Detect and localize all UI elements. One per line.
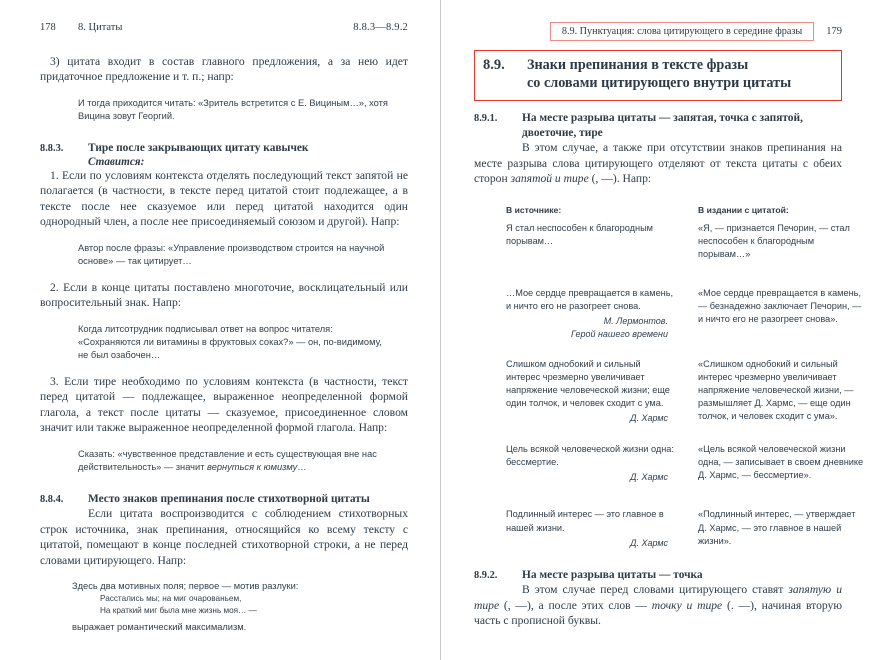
right-running-title-highlight-box: 8.9. Пунктуация: слова цитирующего в середине фразы: [550, 22, 814, 41]
spacer: [40, 311, 408, 323]
heading-8-8-4-number: 8.8.4.: [40, 493, 64, 505]
heading-8-9-1: [474, 111, 842, 141]
heading-8-8-4: [40, 492, 408, 507]
spacer: [40, 230, 408, 242]
example-8-8-4-lead: Здесь два мотивных поля; первое — мотив разлуки:: [72, 581, 299, 592]
left-running-section: 8. Цитаты: [78, 22, 123, 33]
heading-8-9-1-title-line-2: двоеточие, тире: [522, 126, 603, 139]
example-8-8-3-3-part-b: …: [297, 461, 307, 472]
edition-quote: «Мое сердце превращается в камень, — безнадежно заключает Печорин, — и ничто его не разогреет снова».: [698, 288, 862, 325]
edition-quote: «Слишком однобокий и сильный интерес чрезмерно увеличивает напряжение человеческой жизни, — размышляет Д. Хармс, — еще один толчок, и человек сходит с ума».: [698, 358, 854, 422]
source-column-header-cell: [506, 205, 674, 222]
heading-8-8-4-title: Место знаков препинания после стихотворной цитаты: [88, 492, 370, 505]
body-8-9-2-part-c: (. —), начиная вторую часть с прописной буквы.: [474, 598, 842, 628]
comparison-headers: [506, 205, 842, 222]
body-8-9-1-italic: запятой и тире: [510, 172, 589, 186]
spacer: [40, 268, 408, 280]
edition-cell: [698, 508, 866, 549]
source-attribution-work: Герой нашего времени: [570, 328, 668, 339]
source-attribution: Д. Хармс: [630, 413, 668, 424]
edition-cell: [698, 443, 866, 484]
right-page: [441, 0, 882, 660]
source-quote: …Мое сердце превращается в камень, и ничто его не разогреет снова.: [506, 288, 674, 312]
column-header-source: В источнике:: [506, 204, 562, 215]
heading-8-8-3-number: 8.8.3.: [40, 142, 64, 154]
right-running-head: [474, 22, 842, 36]
rule-8-8-3-3: 3. Если тире необходимо по условиям контекста (в частности, текст перед цитатой — подлежащее, выраженное неопределенной формой глагола, а текст после цитаты — сказуемое, присоединенное словом значит или также выраженное неопределенной формой глагола. Напр:: [40, 374, 408, 435]
example-8-8-3-3: [78, 448, 394, 474]
spacer: [40, 474, 408, 492]
source-attribution: Д. Хармс: [630, 472, 668, 483]
section-8-9-title: [527, 57, 791, 93]
source-attribution: Д. Хармс: [630, 537, 668, 548]
spacer: [474, 340, 842, 358]
body-8-9-2-italic-1: запятую и тире: [474, 583, 842, 612]
edition-quote: «Цель всякой человеческой жизни одна, — записывает в своем дневнике Д. Хармс, — бессмертие».: [698, 444, 864, 481]
source-attribution: М. Лермонтов.: [603, 316, 668, 327]
body-8-9-1-part-b: (, —). Напр:: [588, 172, 652, 186]
example-8-8-3-3-part-a: Сказать: «чувственное представление и есть существующая вне нас действительность» — значит: [78, 448, 377, 472]
heading-8-9-1-number: 8.9.1.: [474, 112, 498, 124]
edition-cell: [698, 358, 866, 425]
section-8-9-highlight-box: [474, 50, 842, 101]
spacer: [474, 550, 842, 568]
intro-item-3: 3) цитата входит в состав главного предложения, а за нею идет придаточное предложение и т. п.; напр:: [40, 55, 408, 84]
verse-line-1: Расстались мы; на миг очарованьем,: [100, 594, 242, 604]
source-cell: [506, 443, 674, 484]
verse-line-2: На краткий миг была мне жизнь моя… —: [100, 605, 257, 615]
section-8-9-title-line-1: Знаки препинания в тексте фразы: [527, 57, 749, 73]
heading-8-8-3-subtitle: Ставится:: [88, 155, 145, 168]
left-running-head: [40, 22, 408, 36]
source-quote: Цель всякой человеческой жизни одна: бессмертие.: [506, 444, 674, 468]
section-8-9-title-line-2: со словами цитирующего внутри цитаты: [527, 74, 792, 91]
source-cell: [506, 358, 674, 425]
comparison-row: [506, 508, 856, 549]
spacer: [474, 263, 842, 287]
section-8-9-number: 8.9.: [483, 57, 505, 73]
heading-8-8-3: [40, 141, 408, 156]
spacer: [474, 425, 842, 443]
right-folio: 179: [826, 25, 842, 37]
heading-8-8-3-title: Тире после закрывающих цитату кавычек: [88, 141, 309, 154]
column-header-edition: В издании с цитатой:: [698, 204, 789, 215]
spacer: [40, 85, 408, 97]
rule-8-8-3-2: 2. Если в конце цитаты поставлено многоточие, восклицательный или вопросительный знак. Напр:: [40, 280, 408, 310]
heading-8-9-2: [474, 568, 842, 583]
source-quote: Слишком однобокий и сильный интерес чрезмерно увеличивает напряжение человеческой жизни; еще один толчок, и человек сходит с ума.: [506, 358, 670, 409]
comparison-row: [506, 222, 850, 263]
heading-8-9-1-title: [522, 111, 842, 141]
example-8-8-4-tail: выражает романтический максимализм.: [72, 621, 247, 632]
source-cell: [506, 287, 674, 340]
edition-column-header-cell: [698, 205, 866, 222]
body-8-9-2-italic-2: точку и тире: [651, 598, 723, 612]
source-quote: Я стал неспособен к благородным порывам…: [506, 222, 653, 246]
rule-8-8-3-1: 1. Если по условиям контекста отделять последующий текст запятой не полагается (в частности, в тексте перед цитатой стоит подлежащее, а в тексте после нее сказуемое или перед цитатой находится один однородный член, а после нее присоединяемый союзом и другой). Напр:: [40, 168, 408, 229]
body-8-9-2-part-a: В этом случае перед словами цитирующего ставят: [522, 583, 789, 597]
source-quote: Подлинный интерес — это главное в нашей жизни.: [506, 509, 664, 533]
edition-cell: [698, 287, 866, 340]
heading-8-9-2-title: На месте разрыва цитаты — точка: [522, 568, 703, 581]
example-8-8-3-2: Когда литсотрудник подписывал ответ на вопрос читателя: «Сохраняются ли витамины в фруктовых соках?» — он, по-видимому, не был озабочен…: [78, 323, 382, 360]
edition-cell: [698, 222, 866, 263]
heading-8-9-1-title-line-1: На месте разрыва цитаты — запятая, точка с запятой,: [522, 111, 803, 124]
spacer: [474, 187, 842, 205]
comparison-row: [506, 443, 864, 484]
body-8-8-4: Если цитата воспроизводится с соблюдением стихотворных строк источника, знак препинания, относящийся ко всему тексту с цитатой, помещают в конце последней стихотворной строки, а не перед словами цитирующего. Напр:: [40, 507, 408, 567]
left-folio: 178: [40, 22, 56, 33]
spacer: [474, 484, 842, 508]
spacer: [40, 568, 408, 580]
spacer: [40, 36, 408, 54]
example-8-8-3-1: Автор после фразы: «Управление производством строится на научной основе» — так цитирует…: [78, 242, 385, 266]
edition-quote: «Подлинный интерес, — утверждает Д. Хармс, — это главное в нашей жизни».: [698, 509, 856, 546]
body-8-9-1: [474, 140, 842, 186]
body-8-9-2: [474, 582, 842, 628]
edition-quote: «Я, — признается Печорин, — стал неспособен к благородным порывам…»: [698, 222, 850, 259]
intro-example-1: И тогда приходится читать: «Зритель встретится с Е. Вициным…», хотя Вицина зовут Георгий.: [78, 97, 388, 121]
example-8-8-3-3-italic: вернуться к юмизму: [207, 461, 298, 472]
spacer: [40, 436, 408, 448]
source-cell: [506, 222, 674, 263]
body-8-9-1-part-a: В этом случае, а также при отсутствии знаков препинания на месте разрыва слова цитирующего отделяют от текста цитаты с обеих сторон: [474, 141, 842, 186]
spacer: [40, 123, 408, 141]
left-running-range: 8.8.3—8.9.2: [353, 22, 408, 33]
body-8-9-2-part-b: (, —), а после этих слов —: [499, 598, 652, 612]
source-cell: [506, 508, 674, 549]
comparison-row: [506, 287, 862, 340]
comparison-row: [506, 358, 854, 425]
spacer: [40, 362, 408, 374]
heading-8-9-2-number: 8.9.2.: [474, 569, 498, 581]
